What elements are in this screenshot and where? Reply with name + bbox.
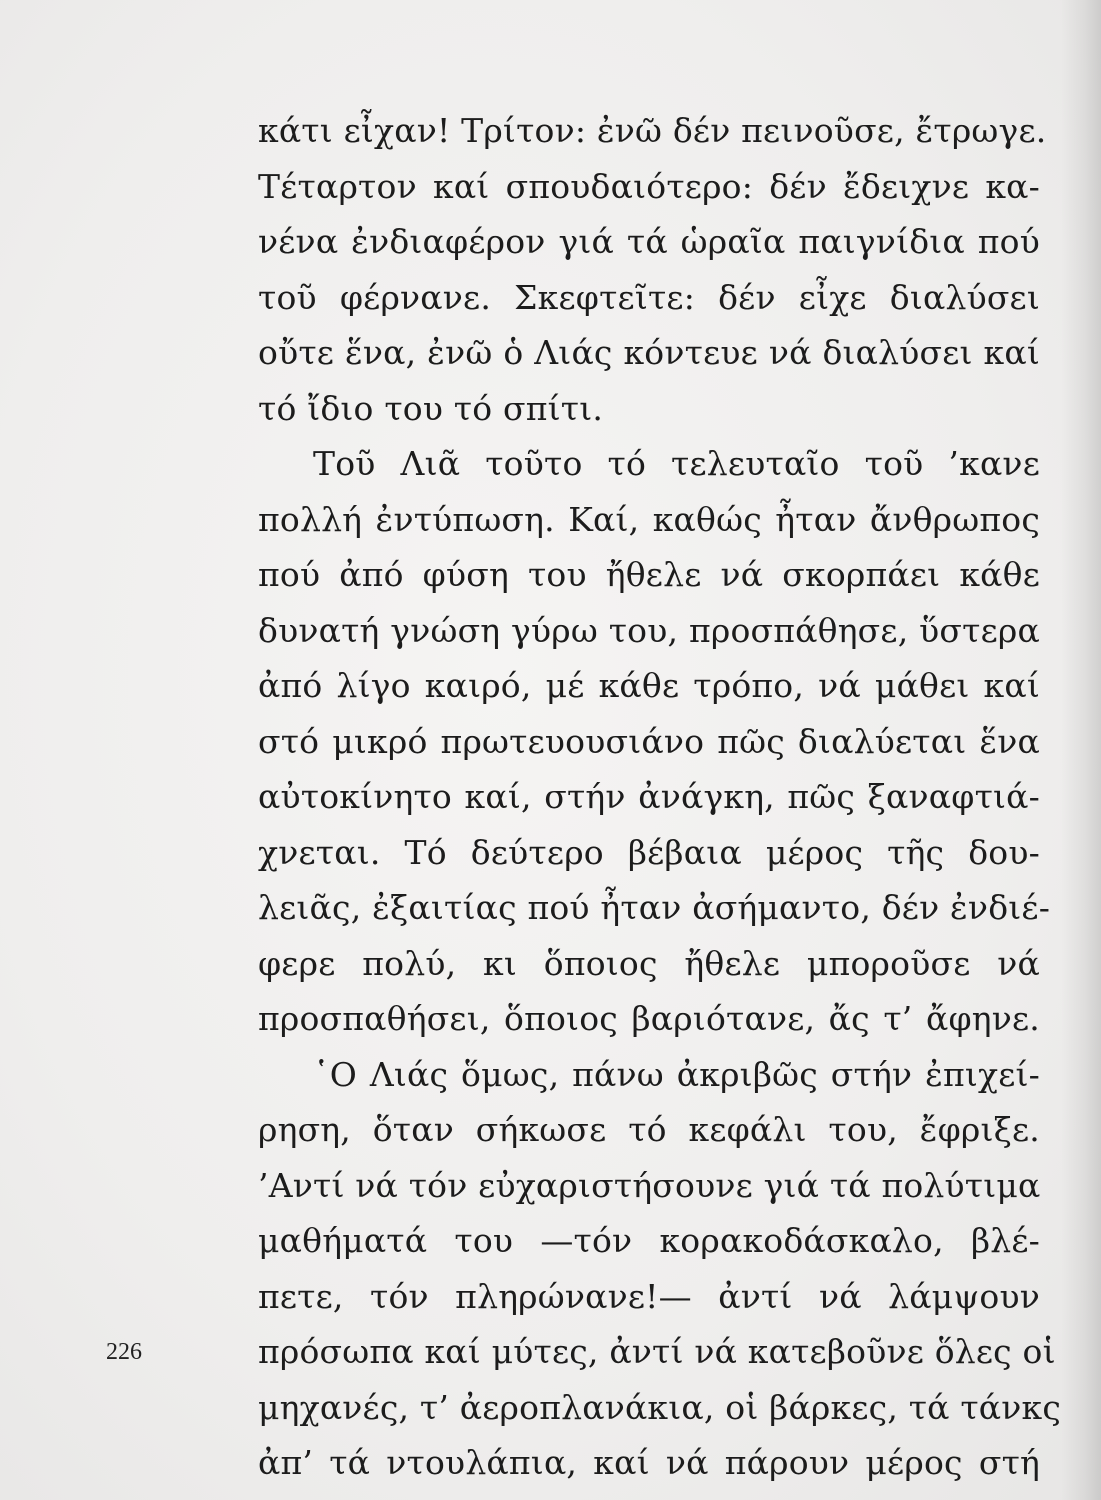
text-line: ’Αντί νά τόν εὐχαριστήσουνε γιά τά πολύτιμα (258, 1165, 1041, 1205)
page-gutter-shadow (1061, 0, 1101, 1500)
text-line: αὐτοκίνητο καί, στήν ἀνάγκη, πῶς ξαναφτιά- (258, 777, 1040, 816)
text-line: τό ἴδιο του τό σπίτι. (258, 388, 604, 428)
text-line: χνεται. Τό δεύτερο βέβαια μέρος τῆς δου- (258, 832, 1040, 872)
text-line: ρηση, ὅταν σήκωσε τό κεφάλι του, ἔφριξε. (258, 1110, 1040, 1149)
body-text (258, 103, 1062, 1491)
text-line: στό μικρό πρωτευουσιάνο πῶς διαλύεται ἕνα (258, 721, 1040, 761)
text-line: τοῦ φέρνανε. Σκεφτεῖτε: δέν εἶχε διαλύσει (258, 277, 1040, 317)
text-line: πού ἀπό φύση του ἤθελε νά σκορπάει κάθε (258, 555, 1040, 594)
text-line: νένα ἐνδιαφέρον γιά τά ὡραῖα παιγνίδια πού (258, 222, 1040, 261)
text-line: ἀπό λίγο καιρό, μέ κάθε τρόπο, νά μάθει καί (258, 666, 1040, 705)
text-line: ῾Ο Λιάς ὅμως, πάνω ἀκριβῶς στήν ἐπιχεί- (313, 1054, 1040, 1094)
text-line: ἀπ’ τά ντουλάπια, καί νά πάρουν μέρος στή (258, 1443, 1040, 1482)
text-line: προσπαθήσει, ὅποιος βαριότανε, ἄς τ’ ἄφηνε. (258, 999, 1040, 1038)
text-line: δυνατή γνώση γύρω του, προσπάθησε, ὕστερα (258, 610, 1040, 650)
text-line: πετε, τόν πληρώνανε!— ἀντί νά λάμψουν (258, 1276, 1040, 1316)
text-line: οὔτε ἕνα, ἐνῶ ὁ Λιάς κόντευε νά διαλύσει καί (258, 333, 1040, 372)
text-line: κάτι εἶχαν! Τρίτον: ἐνῶ δέν πεινοῦσε, ἔτρωγε. (258, 111, 1047, 150)
text-line: μαθήματά του —τόν κορακοδάσκαλο, βλέ- (258, 1221, 1040, 1260)
text-line: Τέταρτον καί σπουδαιότερο: δέν ἔδειχνε κα- (258, 166, 1040, 206)
page-number: 226 (106, 1339, 142, 1365)
text-line: λειᾶς, ἐξαιτίας πού ἦταν ἀσήμαντο, δέν ἐνδιέ- (258, 888, 1051, 927)
text-line: Τοῦ Λιᾶ τοῦτο τό τελευταῖο τοῦ ’κανε (313, 444, 1040, 483)
text-line: πρόσωπα καί μύτες, ἀντί νά κατεβοῦνε ὅλες οἱ (258, 1332, 1056, 1371)
text-line: μηχανές, τ’ ἀεροπλανάκια, οἱ βάρκες, τά τάνκς (258, 1387, 1062, 1427)
text-line: φερε πολύ, κι ὅποιος ἤθελε μποροῦσε νά (258, 943, 1040, 983)
text-line: πολλή ἐντύπωση. Καί, καθώς ἦταν ἄνθρωπος (258, 499, 1040, 539)
